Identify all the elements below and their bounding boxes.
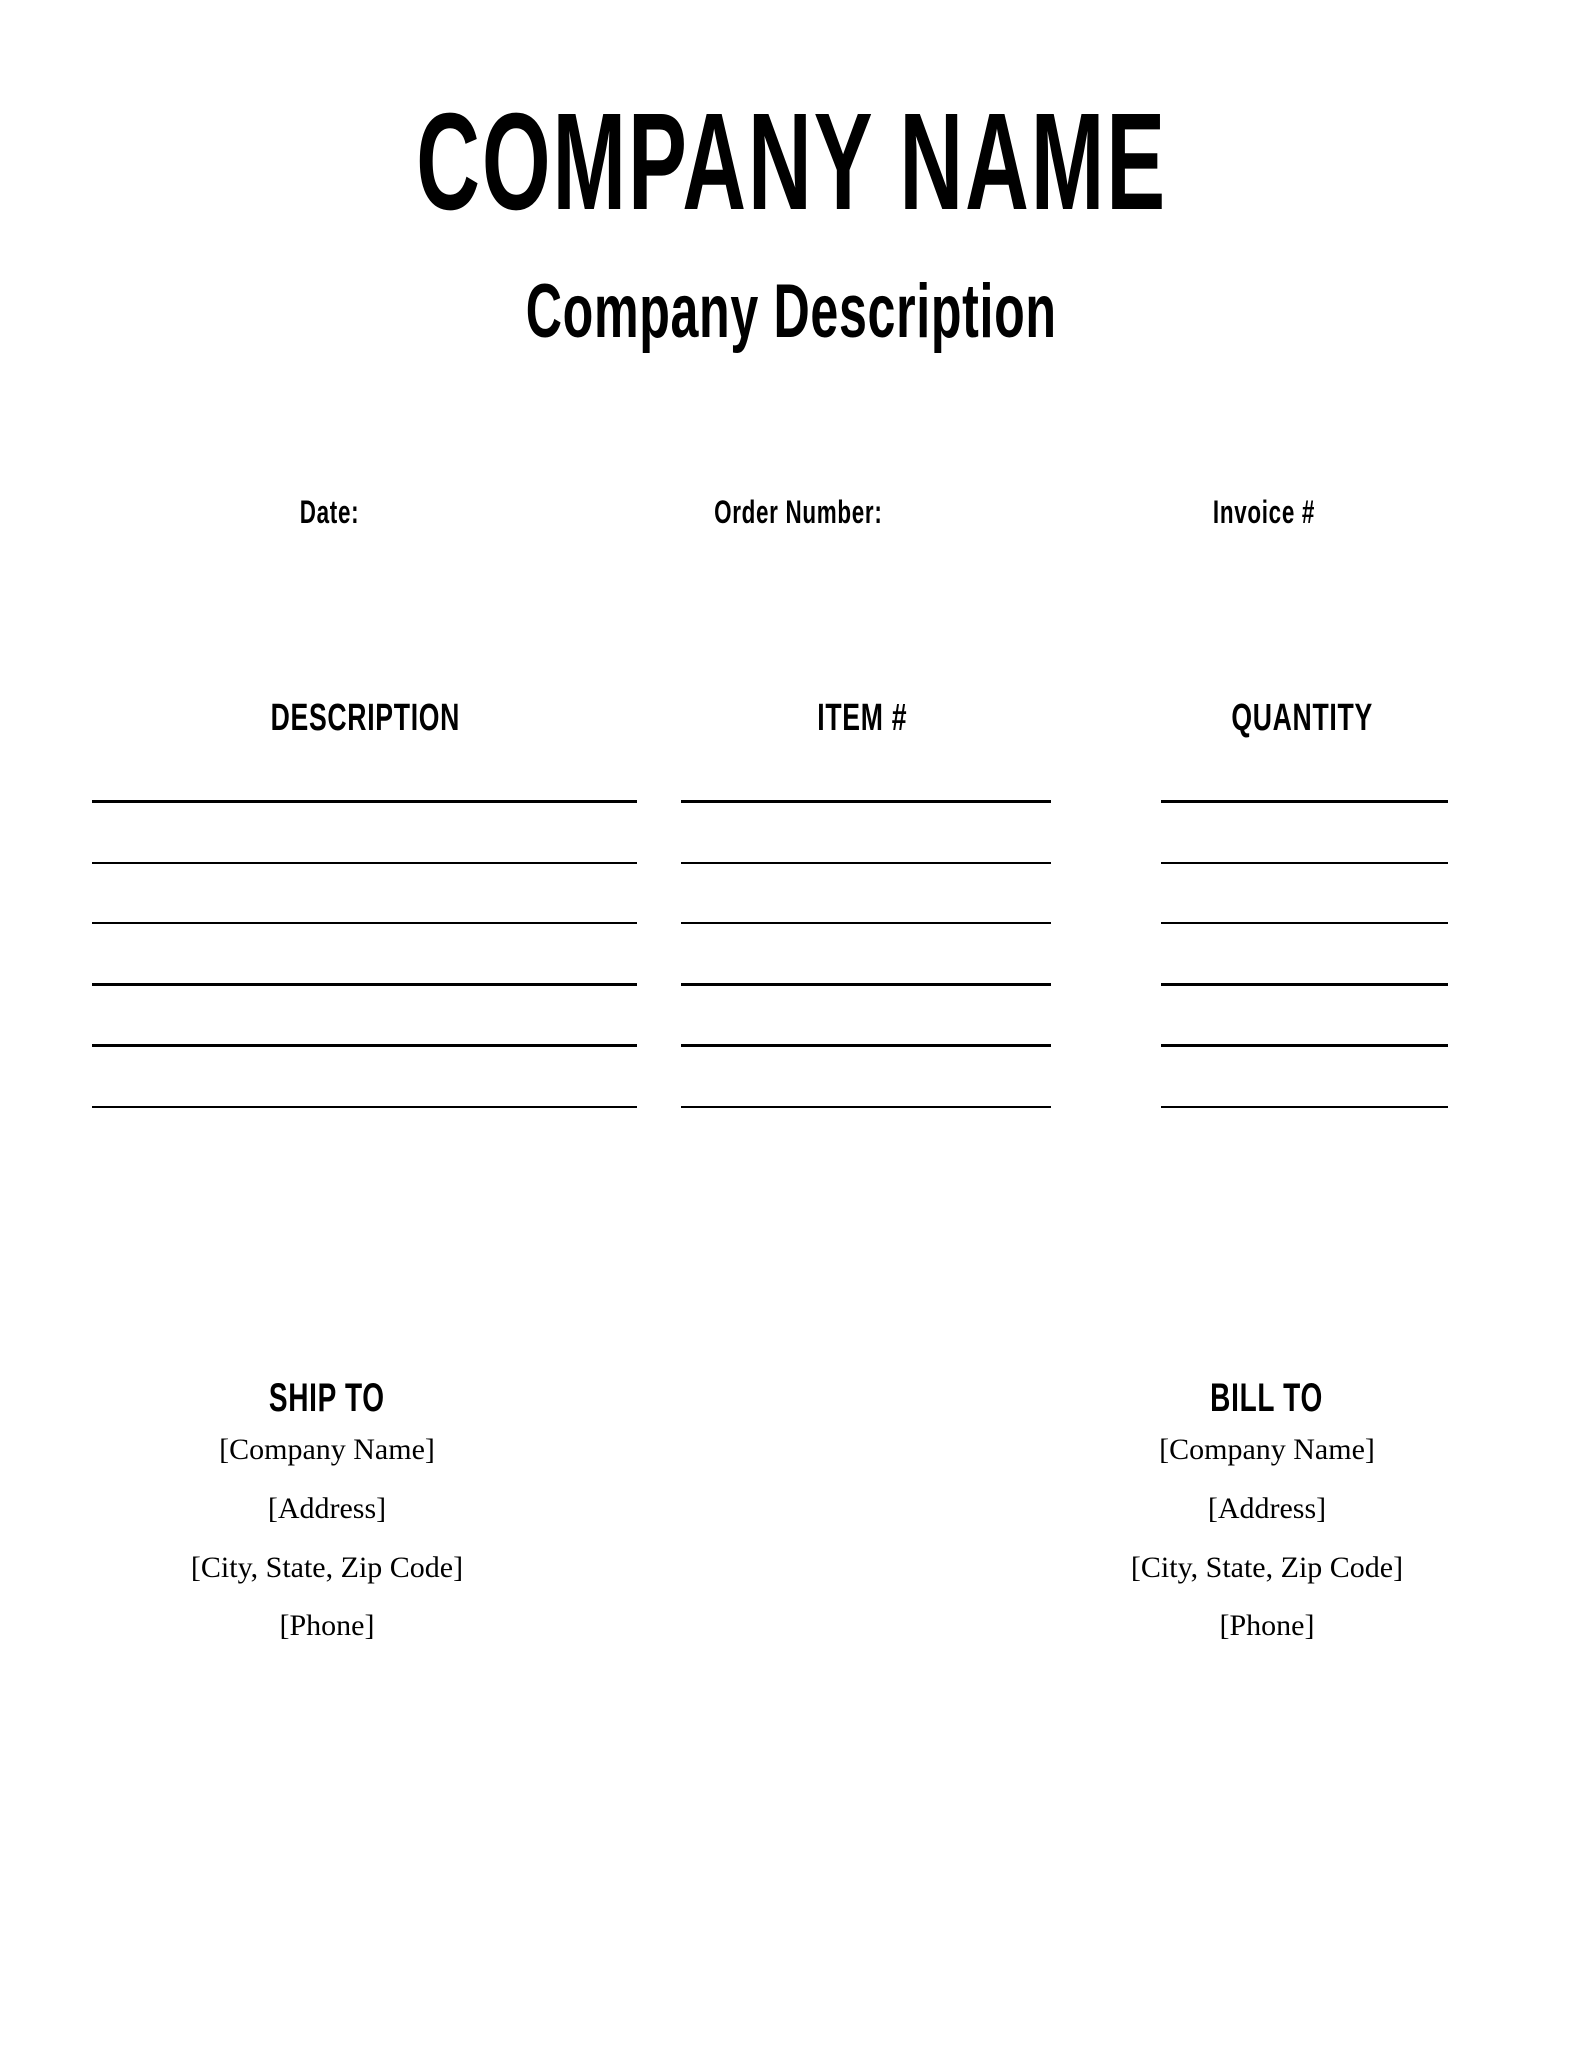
ship-to-address: [Address] xyxy=(267,1492,387,1525)
bill-to-address: [Address] xyxy=(1207,1492,1327,1525)
company-description-heading xyxy=(0,269,1583,354)
ship-to-company-name: [Company Name] xyxy=(219,1433,435,1466)
column-header-description-text: DESCRIPTION xyxy=(270,697,460,739)
invoice-number-label xyxy=(1064,492,1464,532)
column-header-item-number xyxy=(662,696,1062,740)
quantity-line-5[interactable] xyxy=(1161,1044,1448,1047)
item-number-line-6[interactable] xyxy=(681,1106,1051,1108)
date-label xyxy=(130,492,530,532)
description-line-4[interactable] xyxy=(92,983,637,986)
ship-to-heading-text: SHIP TO xyxy=(269,1376,385,1420)
company-description-text: Company Description xyxy=(526,269,1057,354)
description-line-2[interactable] xyxy=(92,862,637,864)
quantity-line-3[interactable] xyxy=(1161,922,1448,924)
item-number-line-1[interactable] xyxy=(681,800,1051,803)
description-line-5[interactable] xyxy=(92,1044,637,1047)
order-number-label xyxy=(598,492,998,532)
quantity-line-2[interactable] xyxy=(1161,862,1448,864)
column-header-quantity-text: QUANTITY xyxy=(1231,697,1373,739)
company-name-text: COMPANY NAME xyxy=(416,85,1167,239)
bill-to-phone: [Phone] xyxy=(1219,1609,1315,1642)
column-header-item-number-text: ITEM # xyxy=(817,697,907,739)
description-line-1[interactable] xyxy=(92,800,637,803)
ship-to-heading xyxy=(127,1375,527,1421)
column-header-quantity xyxy=(1102,696,1502,740)
description-line-6[interactable] xyxy=(92,1106,637,1108)
description-line-3[interactable] xyxy=(92,922,637,924)
column-header-description xyxy=(165,696,565,740)
ship-to-phone: [Phone] xyxy=(279,1609,375,1642)
ship-to-city-state-zip: [City, State, Zip Code] xyxy=(190,1551,464,1584)
bill-to-company-name: [Company Name] xyxy=(1159,1433,1375,1466)
item-number-line-4[interactable] xyxy=(681,983,1051,986)
bill-to-city-state-zip: [City, State, Zip Code] xyxy=(1130,1551,1404,1584)
item-number-line-2[interactable] xyxy=(681,862,1051,864)
date-label-text: Date: xyxy=(300,494,360,530)
bill-to-heading xyxy=(1067,1375,1467,1421)
bill-to-heading-text: BILL TO xyxy=(1210,1376,1324,1420)
item-number-line-5[interactable] xyxy=(681,1044,1051,1047)
company-name-heading xyxy=(0,85,1583,239)
quantity-line-1[interactable] xyxy=(1161,800,1448,803)
item-number-line-3[interactable] xyxy=(681,922,1051,924)
invoice-number-label-text: Invoice # xyxy=(1212,494,1316,530)
quantity-line-4[interactable] xyxy=(1161,983,1448,986)
order-number-label-text: Order Number: xyxy=(713,494,883,530)
quantity-line-6[interactable] xyxy=(1161,1106,1448,1108)
